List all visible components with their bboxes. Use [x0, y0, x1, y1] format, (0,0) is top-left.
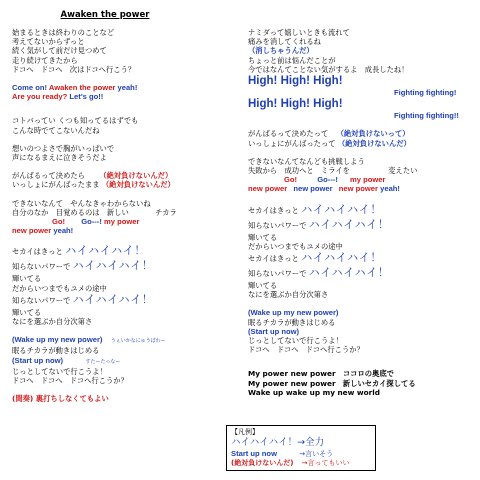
high-shout: High! High! High! — [248, 75, 343, 88]
lyric-line — [248, 129, 473, 138]
call-text: （絶対負けないって） — [336, 129, 410, 139]
call-line — [248, 175, 473, 184]
chorus-shout: ハイハイハイ！ — [72, 292, 154, 306]
left-column — [12, 28, 237, 403]
lyric-line: できないなんてなんども挑戦しよう — [248, 156, 365, 166]
call-text: my power — [104, 217, 140, 227]
lyric-line: ナミダって嬉しいときも流れて — [248, 28, 350, 37]
chorus-line — [248, 266, 473, 281]
chorus-shout: ハイハイハイ！ — [308, 266, 390, 280]
chorus-line — [12, 244, 237, 259]
lyric-line: ドコへ ドコへ ドコへ行こうか？ — [12, 376, 128, 386]
call-line: (Wake up my new power) — [248, 308, 339, 318]
call-text: Go! — [52, 217, 66, 227]
call-line — [12, 83, 237, 92]
lyric-text: チカラ — [155, 207, 177, 217]
lyric-line: Wake up wake up my new world — [248, 387, 380, 397]
call-text: （絶対負けないんだ） — [99, 171, 173, 181]
lyric-line: 輝いてる — [248, 281, 278, 291]
call-text: Go! — [284, 175, 298, 185]
call-line — [12, 226, 237, 235]
chorus-line — [248, 251, 473, 266]
lyric-line: じっとしてないで行こうよ！ — [248, 336, 343, 346]
lyric-line: 輝いてる — [12, 274, 42, 284]
lyric-line: 痛みを消してくれるね — [248, 37, 321, 47]
call-line: Fighting fighting! — [394, 88, 457, 98]
lyric-line: コトバってい くつも知ってるはずでも — [12, 116, 139, 126]
call-line — [12, 217, 237, 226]
call-text: yeah! — [117, 83, 138, 93]
call-line: （消しちゃうんだ） — [248, 46, 314, 56]
legend-heading: 【凡例】 — [231, 428, 259, 436]
legend-item — [231, 459, 371, 468]
lyric-line: 考えてないからずっと — [12, 37, 85, 47]
call-text: yeah! — [380, 184, 400, 194]
lyric-line: 始まるときは終わりのことなど — [12, 28, 115, 37]
lyric-line: 眠るチカラが動きはじめる — [12, 346, 100, 356]
page-title: Awaken the power — [60, 10, 150, 20]
lyric-line: 今ではなんてことない気がするよ 成長したね！ — [248, 64, 409, 74]
lyric-line: できないなんて やんなきゃわからないね — [12, 198, 151, 208]
lyric-text: 知らないパワーで — [12, 295, 71, 305]
lyric-text: がんばるって決めたら — [12, 171, 85, 181]
lyric-line: 眠るチカラが動きはじめる — [248, 317, 336, 327]
reading-hint: うぇいかなにゅうぱわー — [110, 338, 166, 345]
chorus-shout: ハイハイハイ！ — [301, 202, 382, 216]
lyric-line: ドコへ ドコへ ドコへ行こうか？ — [248, 345, 364, 355]
chorus-line — [248, 218, 473, 233]
call-text: my power — [350, 175, 386, 185]
lyric-line — [12, 171, 237, 180]
call-line: Fighting fighting!! — [394, 111, 459, 121]
legend-box — [226, 425, 376, 471]
reading-hint: すたーたっなー — [85, 358, 121, 365]
legend-key: Start up now — [231, 449, 277, 459]
legend-item — [231, 449, 371, 459]
chorus-shout: ハイハイハイ！ — [301, 251, 382, 265]
lyric-line — [12, 208, 237, 217]
lyric-line: こんな時でてこないんだね — [12, 125, 100, 135]
lyric-line: My power new power 新しいセカイ探してる — [248, 378, 416, 388]
legend-key: (絶対負けないんだ) — [231, 459, 294, 468]
lyric-text: いっしょにがんばったって — [248, 138, 336, 148]
call-text: Go---! — [317, 175, 338, 185]
legend-value: →言いそう — [299, 450, 334, 459]
lyric-line: なにを選ぶか自分次第さ — [248, 290, 329, 300]
lyric-line: ドコへ ドコへ 次はドコへ行こう？ — [12, 64, 136, 74]
chorus-line — [248, 203, 473, 218]
chorus-shout: ハイハイハイ！ — [72, 259, 154, 273]
call-text: yeah! — [53, 226, 74, 236]
lyric-line — [248, 139, 473, 148]
lyric-line: だからいつまでもユメの途中 — [12, 283, 107, 293]
lyric-text: がんばるって決めたって — [248, 129, 329, 139]
call-text: new power — [293, 184, 333, 194]
call-text: new power — [248, 184, 288, 194]
interlude-note: (間奏) 裏打ちしなくてもよい — [12, 394, 109, 404]
lyric-text: 知らないパワーで — [248, 220, 307, 230]
lyric-line: ちょっと前は悩んだことが — [248, 55, 336, 65]
call-text: (Start up now) — [12, 355, 64, 365]
right-column — [248, 28, 473, 397]
high-shout: High! High! High! — [248, 98, 343, 111]
call-text: new power — [12, 226, 52, 236]
lyric-text: セカイはきっと — [248, 254, 299, 264]
call-text: Come on! — [12, 83, 48, 93]
lyric-line — [248, 166, 473, 175]
lyric-text: いっしょにがんばったまま — [12, 180, 100, 190]
lyric-line: 声になるまえに泣きそうだよ — [12, 153, 107, 163]
call-text: Let's go!! — [69, 92, 104, 102]
lyric-line: なにを選ぶか自分次第さ — [12, 317, 93, 327]
lyric-line: だからいつまでもユメの途中 — [248, 241, 343, 251]
chorus-shout: ハイハイハイ！ — [65, 244, 146, 258]
call-line — [248, 184, 473, 193]
lyric-text: セカイはきっと — [12, 247, 63, 257]
call-text: Are you ready? — [12, 92, 68, 102]
lyric-line: My power new power ココロの奥底で — [248, 369, 394, 379]
call-text: new power — [338, 184, 378, 194]
lyric-line: 想いのつよさで胸がいっぱいで — [12, 143, 115, 153]
lyric-line: 輝いてる — [12, 307, 42, 317]
lyric-line: 続く気がして前だけ見つめて — [12, 46, 107, 56]
lyric-line: じっとしてないで行こうよ！ — [12, 366, 107, 376]
call-text: Go---! — [81, 217, 102, 227]
legend-value: →言ってもいい — [301, 459, 350, 468]
lyric-text: 知らないパワーで — [12, 262, 71, 272]
lyric-text: 自分のなか 目覚めるのは 新しい — [12, 207, 129, 217]
lyric-line: 輝いてる — [248, 232, 278, 242]
lyric-line — [12, 180, 237, 189]
lyric-text: 失敗から 成功へと ミライを — [248, 166, 350, 176]
call-text: （絶対負けないんだ） — [101, 180, 175, 190]
lyric-text: セカイはきっと — [248, 205, 299, 215]
call-line — [12, 335, 237, 346]
call-text: Awaken the power — [48, 83, 116, 93]
lyric-text: 変えたい — [388, 166, 418, 176]
call-line: (Start up now) — [248, 326, 300, 336]
chorus-shout: ハイハイハイ！ — [308, 217, 390, 231]
call-line — [12, 356, 237, 367]
lyric-text: 知らないパワーで — [248, 269, 307, 279]
legend-item: ハイハイハイ！→全力 — [231, 437, 325, 449]
call-text: (Wake up my new power) — [12, 335, 103, 345]
call-text: （絶対負けないんだ） — [337, 138, 411, 148]
lyric-line: 走り続けてきたから — [12, 55, 78, 65]
chorus-line — [12, 293, 237, 308]
call-line — [12, 92, 237, 101]
chorus-line — [12, 259, 237, 274]
